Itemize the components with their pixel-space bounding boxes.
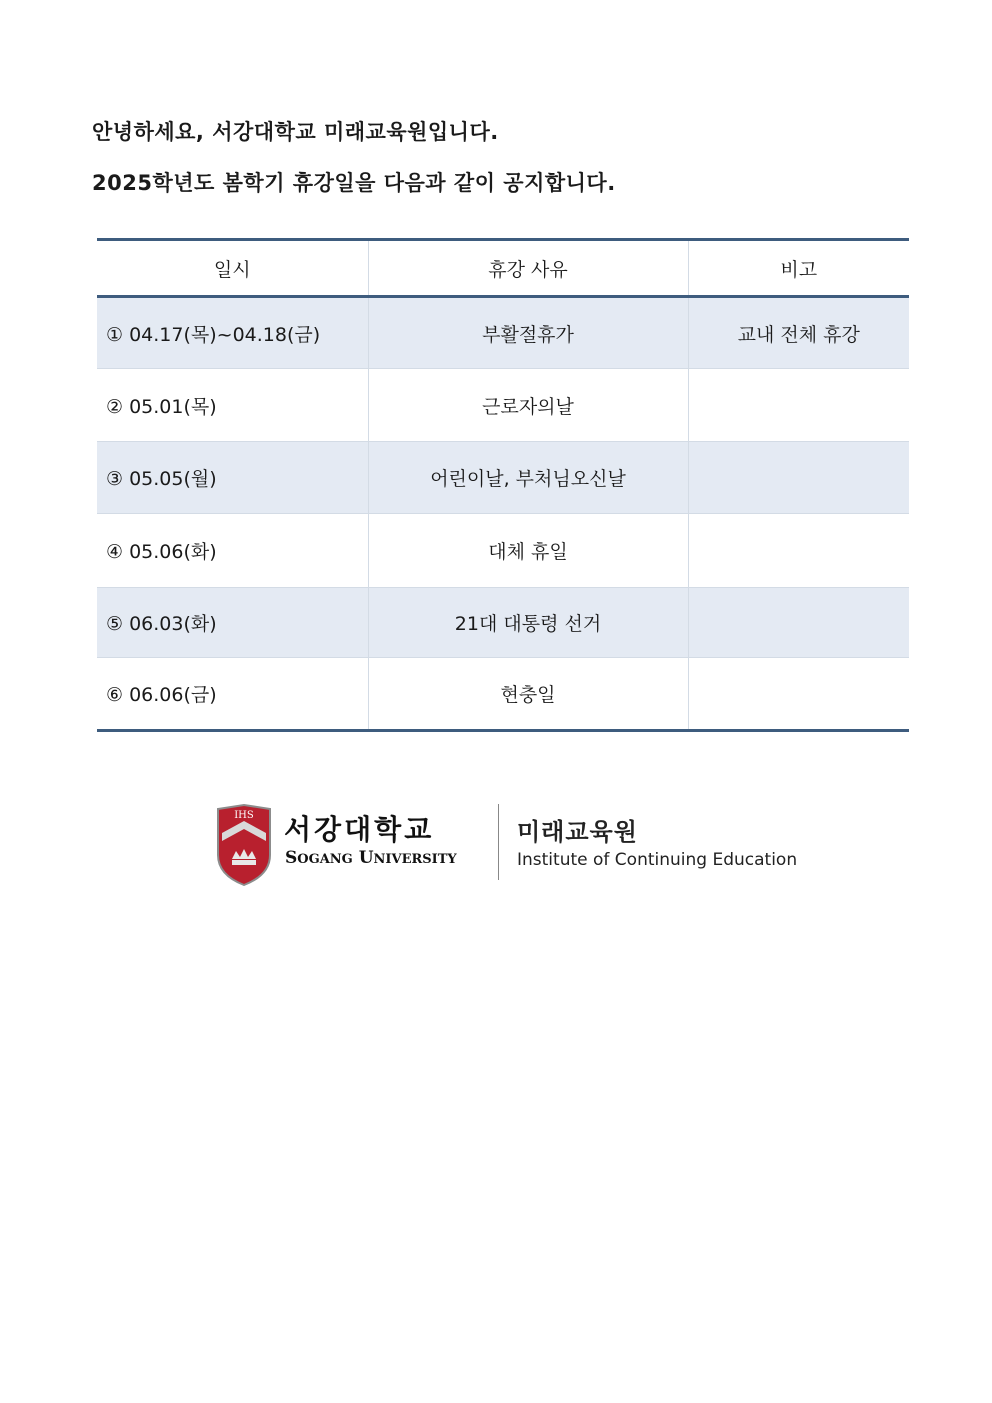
table-row (97, 442, 909, 514)
sogang-logo (216, 800, 816, 890)
date-cell: ② 05.01(목) (97, 369, 368, 442)
reason-cell: 부활절휴가 (368, 297, 688, 369)
notice-line: 2025학년도 봄학기 휴강일을 다음과 같이 공지합니다. (92, 171, 616, 195)
note-cell (688, 514, 909, 588)
date-cell: ⑤ 06.03(화) (97, 588, 368, 658)
shield-icon (216, 803, 272, 887)
note-cell (688, 658, 909, 731)
reason-cell: 근로자의날 (368, 369, 688, 442)
header-reason: 휴강 사유 (368, 240, 688, 297)
reason-cell: 21대 대통령 선거 (368, 588, 688, 658)
reason-cell: 어린이날, 부처님오신날 (368, 442, 688, 514)
table-row (97, 514, 909, 588)
institute-name-english: Institute of Continuing Education (517, 850, 798, 870)
header-date: 일시 (97, 240, 368, 297)
logo-divider (498, 804, 499, 880)
note-cell: 교내 전체 휴강 (688, 297, 909, 369)
holiday-table (97, 238, 909, 732)
date-cell: ③ 05.05(월) (97, 442, 368, 514)
institute-name-korean: 미래교육원 (517, 818, 638, 846)
university-name-english: SOGANG UNIVERSITY (285, 848, 457, 868)
date-cell: ④ 05.06(화) (97, 514, 368, 588)
header-note: 비고 (688, 240, 909, 297)
reason-cell: 대체 휴일 (368, 514, 688, 588)
table-row (97, 588, 909, 658)
table-row (97, 297, 909, 369)
university-name-korean: 서강대학교 (284, 813, 435, 846)
note-cell (688, 588, 909, 658)
note-cell (688, 369, 909, 442)
table-header-row (97, 240, 909, 297)
table-row (97, 369, 909, 442)
table-row (97, 658, 909, 731)
date-cell: ① 04.17(목)~04.18(금) (97, 297, 368, 369)
svg-text:IHS: IHS (234, 810, 254, 821)
note-cell (688, 442, 909, 514)
date-cell: ⑥ 06.06(금) (97, 658, 368, 731)
greeting-line: 안녕하세요, 서강대학교 미래교육원입니다. (92, 120, 499, 144)
reason-cell: 현충일 (368, 658, 688, 731)
